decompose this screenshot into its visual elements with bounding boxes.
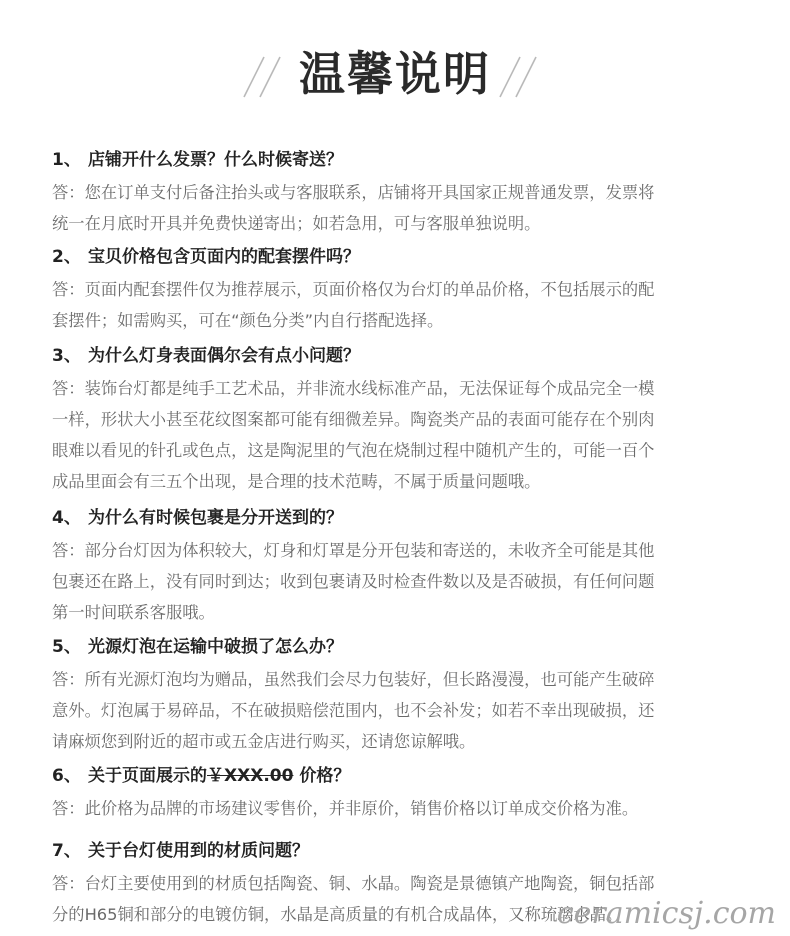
faq-question: 2、 宝贝价格包含页面内的配套摆件吗？ xyxy=(52,247,360,267)
faq-answer: 答：您在订单支付后备注抬头或与客服联系，店铺将开具国家正规普通发票，发票将 统一在月底时开具并免费快递寄出；如若急用，可与客服单独说明。 xyxy=(52,183,655,233)
decorative-slashes-right xyxy=(498,55,548,99)
faq-answer: 答：页面内配套摆件仅为推荐展示，页面价格仅为台灯的单品价格，不包括展示的配 套摆件；如需购买，可在“颜色分类”内自行搭配选择。 xyxy=(52,280,655,330)
faq-item-2 xyxy=(52,244,752,336)
faq-question: 6、 关于页面展示的￥XXX.00 价格？ xyxy=(52,766,351,786)
watermark: ceramicsj.com xyxy=(556,896,776,931)
faq-answer: 答：装饰台灯都是纯手工艺术品，并非流水线标准产品，无法保证每个成品完全一模 一样，形状大小甚至花纹图案都可能有细微差异。陶瓷类产品的表面可能存在个别肉 眼难以看见的针孔或色点，这是陶泥里的气泡在烧制过程中随机产生的，可能一百个 成品里面会有三五个出现，是合理的技术范畴，不属于质量问题哦。 xyxy=(52,379,655,491)
page-title: 温馨说明 xyxy=(299,47,491,101)
faq-question: 1、 店铺开什么发票？什么时候寄送？ xyxy=(52,150,343,170)
faq-question: 3、 为什么灯身表面偶尔会有点小问题？ xyxy=(52,346,360,366)
faq-question: 5、 光源灯泡在运输中破损了怎么办？ xyxy=(52,637,343,657)
faq-answer: 答：所有光源灯泡均为赠品，虽然我们会尽力包装好，但长路漫漫，也可能产生破碎 意外。灯泡属于易碎品，不在破损赔偿范围内，也不会补发；如若不幸出现破损，还 请麻烦您到附近的超市或五金店进行购买，还请您谅解哦。 xyxy=(52,670,655,751)
faq-question: 4、 为什么有时候包裹是分开送到的？ xyxy=(52,508,343,528)
header xyxy=(0,0,790,120)
faq-item-6 xyxy=(52,763,752,824)
faq-answer: 答：此价格为品牌的市场建议零售价，并非原价，销售价格以订单成交价格为准。 xyxy=(52,799,639,818)
faq-item-1 xyxy=(52,147,752,239)
strikethrough-price: ￥XXX.00 xyxy=(207,766,294,786)
faq-answer: 答：部分台灯因为体积较大，灯身和灯罩是分开包装和寄送的，未收齐全可能是其他 包裹还在路上，没有同时到达；收到包裹请及时检查件数以及是否破损，有任何问题 第一时间联系客服哦。 xyxy=(52,541,655,622)
faq-question: 7、 关于台灯使用到的材质问题？ xyxy=(52,841,309,861)
faq-item-4 xyxy=(52,505,752,628)
faq-item-3 xyxy=(52,343,752,497)
faq-answer: 答：台灯主要使用到的材质包括陶瓷、铜、水晶。陶瓷是景德镇产地陶瓷，铜包括部 分的H65铜和部分的电镀仿铜，水晶是高质量的有机合成晶体，又称琉璃水晶。 xyxy=(52,874,655,924)
faq-item-5 xyxy=(52,634,752,757)
